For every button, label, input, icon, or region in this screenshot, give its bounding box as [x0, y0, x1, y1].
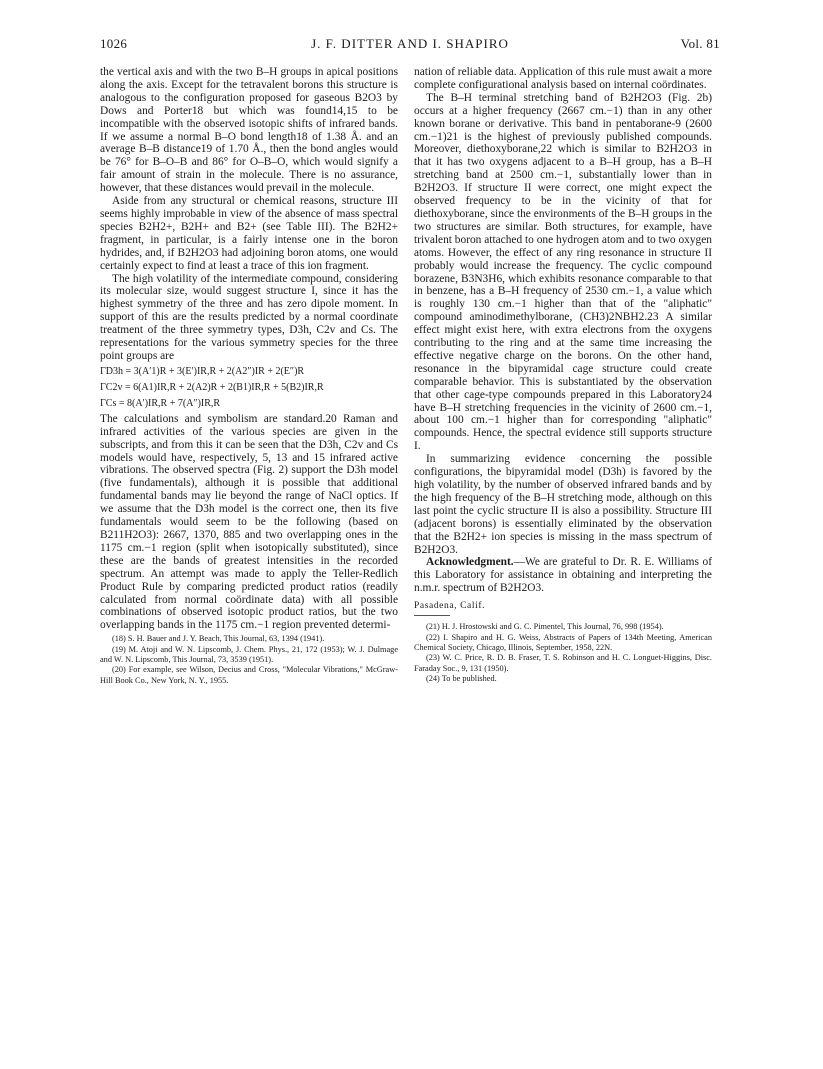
- footnote-20: (20) For example, see Wilson, Decius and Cross, "Molecular Vibrations," McGraw-Hill Book Co., New York, N. Y., 1955.: [100, 665, 398, 685]
- footnote-22: (22) I. Shapiro and H. G. Weiss, Abstracts of Papers of 134th Meeting, American Chemical Society, Chicago, Illinois, September, 1958, 22N.: [414, 632, 712, 652]
- equation-c2v: ΓC2v = 6(A1)IR,R + 2(A2)R + 2(B1)IR,R + 5(B2)IR,R: [100, 381, 324, 393]
- acknowledgment-heading: Acknowledgment.: [426, 556, 514, 569]
- acknowledgment: [414, 556, 712, 595]
- left-footnotes: [100, 634, 398, 686]
- footnote-18: (18) S. H. Bauer and J. Y. Beach, This Journal, 63, 1394 (1941).: [112, 634, 325, 644]
- footnote-19: (19) M. Atoji and W. N. Lipscomb, J. Chem. Phys., 21, 172 (1953); W. J. Dulmage and W. N. Lipscomb, This Journal, 73, 3539 (1951).: [100, 644, 398, 665]
- left-paragraph-4: The calculations and symbolism are standard.20 Raman and infrared activities of the various species are given in the subscripts, and from this it can be seen that the D3h, C2v and Cs models would have, respectively, 5, 13 and 15 infrared active vibrations. The observed spectra (Fig. 2) support the D3h model (five fundamentals), although it is possible that additional fundamental bands may lie beyond the range of NaCl optics. If we assume that the D3h model is the correct one, then its five fundamentals would seem to be the following (based on B211H2O3): 2667, 1370, 885 and two overlapping ones in the 1175 cm.−1 region (split when isotopically substituted), since these are the bands of greatest intensities in the recorded spectrum. An attempt was made to apply the Teller-Redlich Product Rule by comparing predicted product ratios (readily calculated from normal coördinate data) with all possible combinations of observed isotopic product ratios, but the two overlapping bands in the 1175 cm.−1 region prevented determi-: [100, 412, 398, 632]
- left-paragraph-1: the vertical axis and with the two B–H groups in apical positions along the axis. Except for the tetravalent borons this structure is analogous to the configuration proposed for gaseous B2O3 by Dows and Porter18 but which was found14,15 to be incompatible with the observed isotopic shifts of infrared bands. If we assume a normal B–O bond length18 of 1.38 Å. and an average B–B distance19 of 1.70 Å., then the bond angles would be 76° for B–O–B and 86° for O–B–O, which would signify a fair amount of strain in the molecule. There is no assurance, however, that these distances would prevail in the molecule.: [100, 66, 398, 195]
- place-line: Pasadena, Calif.: [414, 601, 486, 612]
- equation-cs: ΓCs = 8(A′)IR,R + 7(A″)IR,R: [100, 397, 221, 409]
- running-title: J. F. DITTER AND I. SHAPIRO: [311, 36, 509, 51]
- footnote-24: (24) To be published.: [426, 674, 497, 684]
- footnote-rule: [414, 615, 450, 616]
- right-paragraph-3: In summarizing evidence concerning the possible configurations, the bipyramidal model (D3h) is favored by the high volatility, by the number of observed infrared bands and by the high frequency of the B–H stretching mode, although on this last point the cyclic structure II is also a possibility. Structure III (adjacent borons) is essentially eliminated by the observation that the B2H2+ ion species is missing in the mass spectrum of B2H2O3.: [414, 453, 712, 556]
- acknowledgment-body: —We are grateful to Dr. R. E. Williams of this Laboratory for assistance in obtaining and interpreting the n.m.r. spectrum of B2H2O3.: [414, 556, 712, 595]
- right-footnotes: [414, 622, 712, 684]
- footnote-21: (21) H. J. Hrostowski and G. C. Pimentel, This Journal, 76, 998 (1954).: [426, 622, 664, 632]
- page-number: 1026: [100, 36, 128, 51]
- volume-label: Vol. 81: [680, 36, 720, 51]
- right-column: [414, 66, 712, 685]
- right-paragraph-2: The B–H terminal stretching band of B2H2O3 (Fig. 2b) occurs at a higher frequency (2667 cm.−1) than in any other known borane or derivative. This band in pentaborane-9 (2600 cm.−1)21 is the highest of previously published compounds. Moreover, diethoxyborane,22 which is similar to B2H2O3 in that it has two oxygens adjacent to a B–H group, has a B–H stretching band at 2500 cm.−1, substantially lower than in B2H2O3. If structure II were correct, one might expect the observed frequency to be in the vicinity of that for diethoxyborane, since the environments of the B–H groups in the two structures are similar. Both structures, for example, have trivalent boron attached to one hydrogen atom and to two oxygen atoms. However, the effect of any ring resonance in structure II probably would increase the frequency. The cyclic compound borazene, B3N3H6, which exhibits resonance comparable to that in benzene, has a B–H frequency of 2530 cm.−1, a value which is roughly 130 cm.−1 higher than that of the "aliphatic" compound aminodimethylborane, (CH3)2NBH2.23 A similar effect might exist here, with extra electrons from the oxygens contributing to the ring and at the same time increasing the effective negative charge on the borons. On the other hand, resonance in the bipyramidal cage structure could create comparable behavior. This is substantiated by the observation that other cage-type compounds prepared in this Laboratory24 have B–H stretching frequencies in the vicinity of 2600 cm.−1, about 100 cm.−1 higher than for corresponding "aliphatic" compounds. Hence, the spectral evidence still supports structure I.: [414, 91, 712, 453]
- left-paragraph-2: Aside from any structural or chemical reasons, structure III seems highly improbable in view of the absence of mass spectral species B2H2+, B2H+ and B2+ (see Table III). The B2H2+ fragment, in particular, is a fairly intense one in the boron hydrides, and, if B2H2O3 had adjoining boron atoms, one would certainly expect to find at least a trace of this ion fragment.: [100, 195, 398, 272]
- equation-d3h: ΓD3h = 3(A′1)R + 3(E′)IR,R + 2(A2″)IR + 2(E″)R: [100, 365, 305, 377]
- running-header: [100, 36, 720, 54]
- footnote-23: (23) W. C. Price, R. D. B. Fraser, T. S. Robinson and H. C. Longuet-Higgins, Disc. Faraday Soc., 9, 131 (1950).: [414, 653, 712, 673]
- right-paragraph-1: nation of reliable data. Application of this rule must await a more complete configurational analysis based on internal coördinates.: [414, 66, 712, 91]
- left-column: [100, 66, 398, 686]
- left-paragraph-3: The high volatility of the intermediate compound, considering its molecular size, would suggest structure I, since it has the highest symmetry of the three and has zero dipole moment. In support of this are the results predicted by a normal coordinate treatment of the three symmetry types, D3h, C2v and Cs. The representations for the various symmetry species for the three point groups are: [100, 272, 398, 362]
